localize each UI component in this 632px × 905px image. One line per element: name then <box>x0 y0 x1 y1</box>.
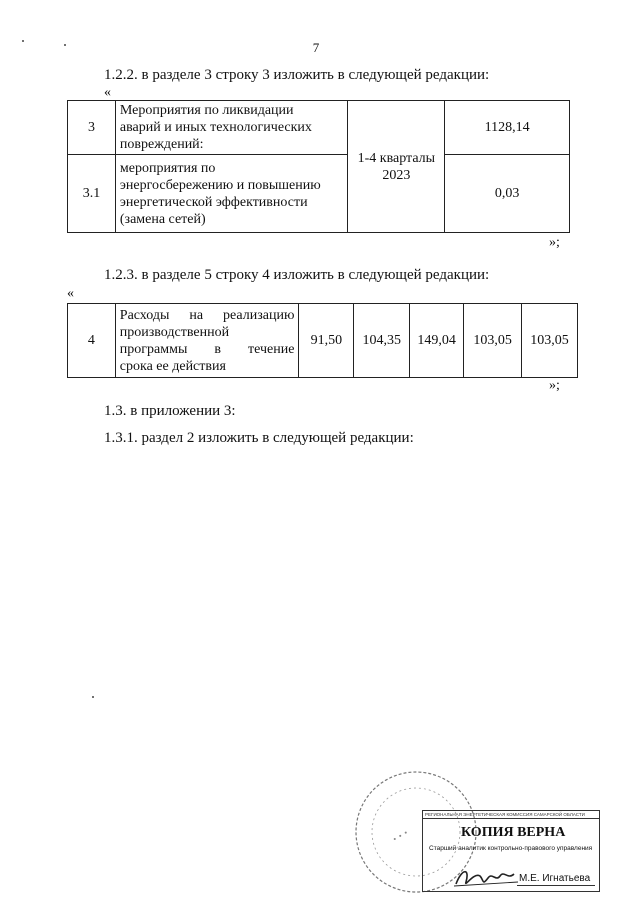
row-number: 4 <box>68 304 116 378</box>
section-1-3: 1.3. в приложении 3: <box>104 403 236 419</box>
table-row <box>68 155 570 233</box>
table-row <box>68 304 578 378</box>
table-section-3 <box>67 100 570 233</box>
row-description <box>115 304 299 378</box>
stamp-title: КОПИЯ ВЕРНА <box>461 825 566 840</box>
row-number: 3 <box>68 101 116 155</box>
section-1-3-1: 1.3.1. раздел 2 изложить в следующей редакции: <box>104 430 414 446</box>
period-line: 1-4 кварталы <box>357 150 436 166</box>
period-cell <box>348 101 445 233</box>
desc-line: аварий и иных технологических <box>119 120 312 135</box>
value-cell: 91,50 <box>299 304 354 378</box>
open-quote: « <box>104 85 111 100</box>
row-number: 3.1 <box>68 155 116 233</box>
section-1-2-3: 1.2.3. в разделе 5 строку 4 изложить в следующей редакции: <box>104 267 490 283</box>
period-line: 2023 <box>382 167 411 183</box>
section-1-2-2: 1.2.2. в разделе 3 строку 3 изложить в следующей редакции: <box>104 67 490 83</box>
stamp-position: Старший аналитик контрольно-правового управления <box>429 845 593 852</box>
desc-line: программы в течение <box>119 341 295 357</box>
value-cell: 1128,14 <box>445 101 570 155</box>
open-quote: « <box>67 286 74 301</box>
desc-line: срока ее действия <box>119 358 226 374</box>
signature-line <box>517 885 595 886</box>
table-row <box>68 101 570 155</box>
desc-line: Мероприятия по ликвидации <box>119 103 294 118</box>
value-cell: 0,03 <box>445 155 570 233</box>
row-description <box>115 101 348 155</box>
handwritten-signature <box>452 862 522 892</box>
value-cell: 149,04 <box>410 304 464 378</box>
desc-line: повреждений: <box>119 137 204 152</box>
desc-line: (замена сетей) <box>119 211 206 227</box>
page-number: 7 <box>312 40 320 55</box>
desc-line: производственной <box>119 324 230 340</box>
row-description <box>115 155 348 233</box>
close-quote: »; <box>549 378 560 393</box>
svg-text:• • •: • • • <box>391 828 410 844</box>
desc-line: мероприятия по <box>119 160 216 176</box>
desc-line: энергетической эффективности <box>119 194 308 210</box>
value-cell: 103,05 <box>464 304 522 378</box>
value-cell: 104,35 <box>354 304 410 378</box>
table-section-5 <box>67 303 578 378</box>
desc-line: энергосбережению и повышению <box>119 177 321 193</box>
value-cell: 103,05 <box>522 304 578 378</box>
stamp-name: М.Е. Игнатьева <box>519 873 591 884</box>
stamp-organization: РЕГИОНАЛЬНАЯ ЭНЕРГЕТИЧЕСКАЯ КОМИССИЯ САМАРСКОЙ ОБЛАСТИ <box>423 811 599 819</box>
desc-line: Расходы на реализацию <box>119 307 295 323</box>
close-quote: »; <box>549 235 560 250</box>
